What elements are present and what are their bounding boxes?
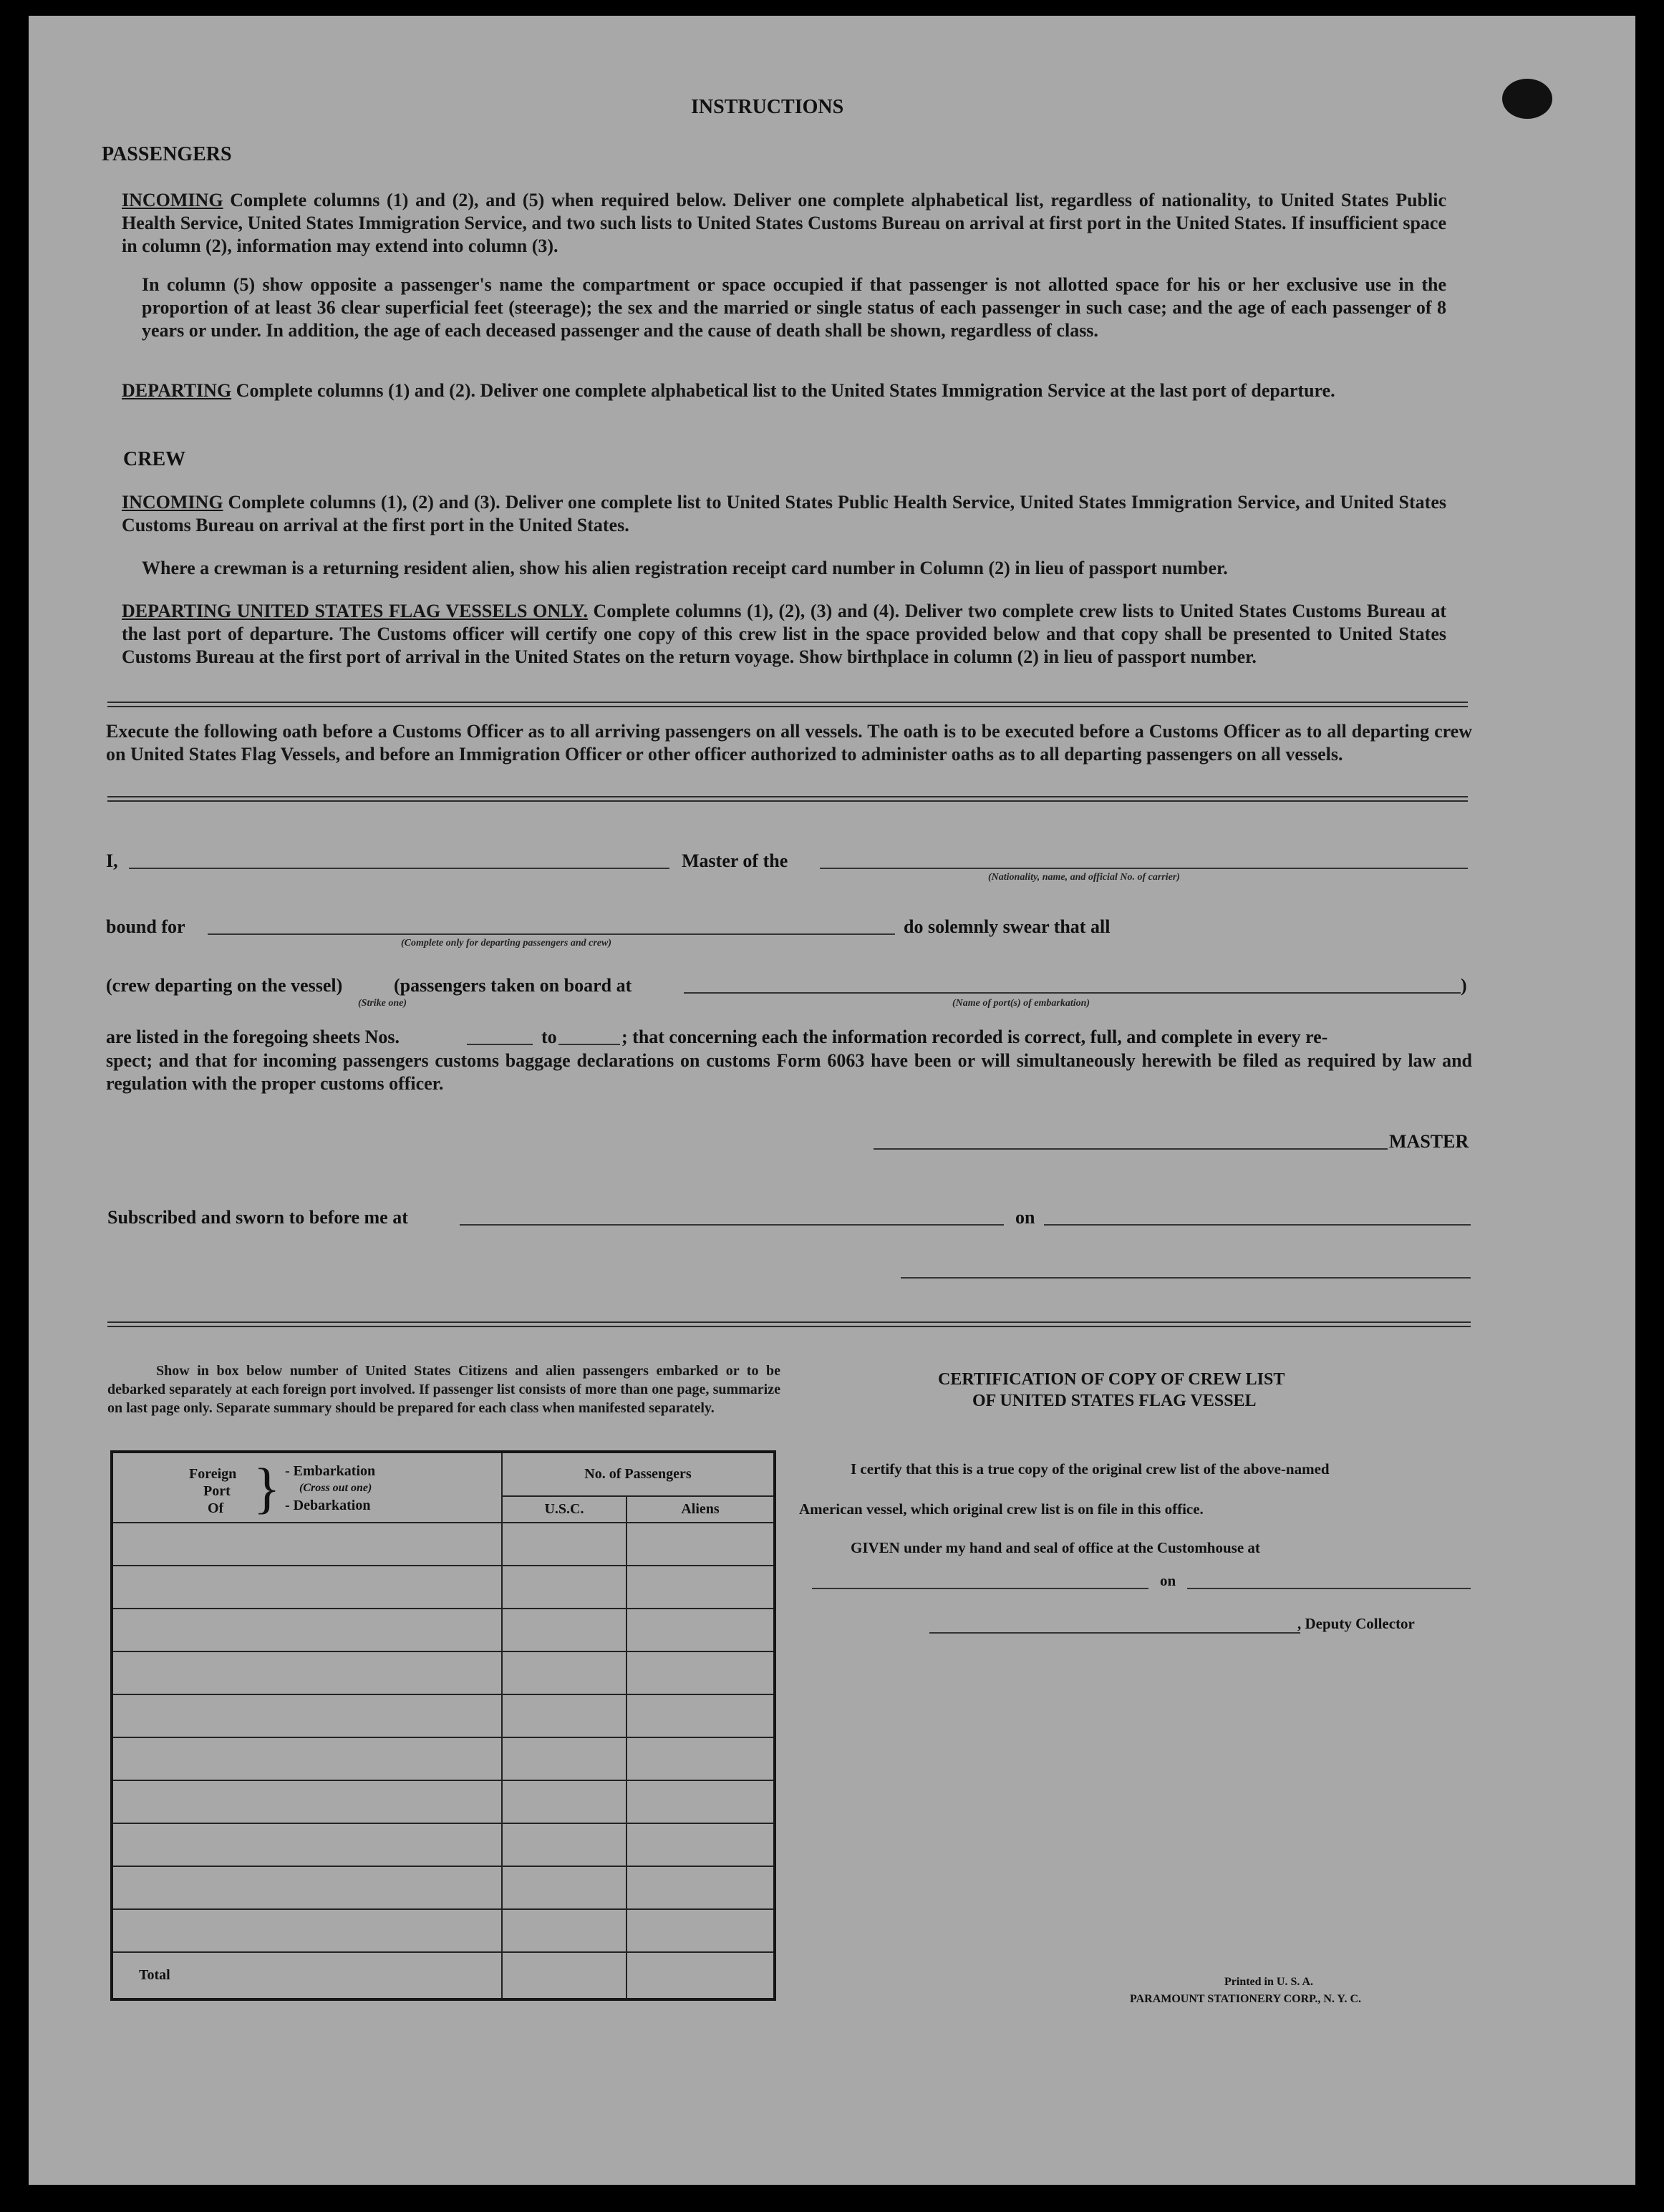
oath-i-label: I, <box>106 850 118 871</box>
table-row <box>112 1737 775 1780</box>
printer-name: PARAMOUNT STATIONERY CORP., N. Y. C. <box>1130 1993 1362 2005</box>
aliens-cell[interactable] <box>627 1866 775 1909</box>
certification-title-line1: CERTIFICATION OF COPY OF CREW LIST <box>938 1370 1285 1389</box>
certify-text: I certify that this is a true copy of the original crew list of the above-named <box>851 1460 1330 1478</box>
port-cell[interactable] <box>112 1780 502 1823</box>
usc-cell[interactable] <box>502 1737 627 1780</box>
bound-for-field[interactable] <box>208 933 895 935</box>
usc-cell[interactable] <box>502 1694 627 1737</box>
divider-3b <box>107 1326 1471 1327</box>
port-cell[interactable] <box>112 1523 502 1566</box>
crew-incoming-paragraph <box>122 491 1446 537</box>
aliens-cell[interactable] <box>627 1823 775 1866</box>
table-row <box>112 1866 775 1909</box>
master-signature-field[interactable] <box>874 1148 1388 1150</box>
passengers-incoming-text: Complete columns (1) and (2), and (5) when required below. Deliver one complete alphabetical list, regardless of nationality, to United States Public Health Service, United States Immigration Service, and two such lists to United States Customs Bureau on arrival at first port in the United States. If insufficient space in column (2), information may extend into column (3). <box>122 190 1446 256</box>
sheet-from-field[interactable] <box>467 1044 533 1045</box>
page-title: INSTRUCTIONS <box>691 96 844 118</box>
summary-instructions: Show in box below number of United States Citizens and alien passengers embarked or to be debarked separately at each foreign port involved. If passenger list consists of more than one page, summarize on last page only. Separate summary should be prepared for each class when manifested separately. <box>107 1363 780 1416</box>
passengers-departing-text: Complete columns (1) and (2). Deliver one complete alphabetical list to the United States Immigration Service at the last port of departure. <box>231 380 1335 401</box>
port-cell[interactable] <box>112 1651 502 1694</box>
bound-for-hint: (Complete only for departing passengers and crew) <box>401 938 611 949</box>
ports-hint: (Name of port(s) of embarkation) <box>952 998 1090 1009</box>
usc-cell[interactable] <box>502 1823 627 1866</box>
given-text: GIVEN under my hand and seal of office at the Customhouse at <box>851 1539 1260 1556</box>
port-cell[interactable] <box>112 1866 502 1909</box>
crew-departing-option: (crew departing on the vessel) <box>106 975 343 996</box>
table-row <box>112 1780 775 1823</box>
port-cell[interactable] <box>112 1909 502 1952</box>
aliens-header: Aliens <box>627 1496 775 1523</box>
port-cell[interactable] <box>112 1609 502 1651</box>
sheet-to-field[interactable] <box>558 1044 620 1045</box>
passengers-departing-paragraph <box>122 379 1446 402</box>
american-vessel-text: American vessel, which original crew list is on file in this office. <box>799 1500 1204 1518</box>
form-sheet <box>29 16 1635 2185</box>
table-row <box>112 1909 775 1952</box>
table-row <box>112 1566 775 1609</box>
nationality-hint: (Nationality, name, and official No. of carrier) <box>988 872 1180 883</box>
cross-out-hint: (Cross out one) <box>299 1482 372 1494</box>
table-row <box>112 1609 775 1651</box>
usc-header: U.S.C. <box>502 1496 627 1523</box>
debarkation-label: - Debarkation <box>285 1498 371 1513</box>
port-label: Port <box>203 1483 231 1499</box>
brace-glyph: } <box>253 1457 281 1519</box>
crew-resident-alien-paragraph: Where a crewman is a returning resident alien, show his alien registration receipt card number in Column (2) in lieu of passport number. <box>142 558 1228 578</box>
listed-prefix: are listed in the foregoing sheets Nos. <box>106 1027 400 1047</box>
total-aliens-cell[interactable] <box>627 1952 775 1999</box>
passengers-incoming-paragraph <box>122 189 1446 258</box>
subscribed-on-label: on <box>1015 1207 1035 1228</box>
port-header-cell <box>112 1452 502 1523</box>
embarkation-label: - Embarkation <box>285 1463 376 1479</box>
total-label: Total <box>112 1952 502 1999</box>
passenger-summary-table <box>110 1450 776 2001</box>
oath-instruction: Execute the following oath before a Customs Officer as to all arriving passengers on all vessels. The oath is to be executed before a Customs Officer as to all departing crew on United States Flag Vessels, and before an Immigration Officer or other officer authorized to administer oaths as to all departing passengers on all vessels. <box>106 721 1472 765</box>
officer-signature-field[interactable] <box>901 1277 1471 1279</box>
aliens-cell[interactable] <box>627 1694 775 1737</box>
divider-2b <box>107 800 1468 802</box>
master-name-field[interactable] <box>129 868 669 869</box>
of-label: Of <box>208 1500 224 1516</box>
master-label: MASTER <box>1389 1131 1469 1152</box>
ink-blot <box>1502 79 1552 119</box>
certification-title-line2: OF UNITED STATES FLAG VESSEL <box>972 1392 1257 1410</box>
table-row <box>112 1651 775 1694</box>
passengers-column5-paragraph: In column (5) show opposite a passenger's name the compartment or space occupied if that passenger is not allotted space for his or her exclusive use in the proportion of at least 36 clear superficial feet (steerage); the sex and the married or single status of each passenger in such case; and the age of each passenger of 8 years or under. In addition, the age of each deceased passenger and the cause of death shall be shown, regardless of class. <box>142 274 1446 341</box>
swear-label: do solemnly swear that all <box>904 916 1111 937</box>
summary-header-row <box>112 1452 775 1496</box>
divider-1b <box>107 706 1468 707</box>
no-passengers-header: No. of Passengers <box>502 1452 775 1496</box>
crew-heading: CREW <box>123 448 186 470</box>
listed-rest-2: spect; and that for incoming passengers customs baggage declarations on customs Form 6063 have been or will simultaneously herewith be filed as required by law and regulation with the proper customs officer. <box>106 1050 1472 1094</box>
crew-departing-paragraph <box>122 600 1446 669</box>
port-cell[interactable] <box>112 1566 502 1609</box>
usc-cell[interactable] <box>502 1566 627 1609</box>
table-row <box>112 1694 775 1737</box>
usc-cell[interactable] <box>502 1780 627 1823</box>
crew-incoming-label: INCOMING <box>122 492 223 513</box>
usc-cell[interactable] <box>502 1609 627 1651</box>
port-cell[interactable] <box>112 1694 502 1737</box>
foreign-label: Foreign <box>189 1466 237 1482</box>
usc-cell[interactable] <box>502 1523 627 1566</box>
aliens-cell[interactable] <box>627 1780 775 1823</box>
crew-departing-text: Complete columns (1), (2), (3) and (4). Deliver two complete crew lists to United States Customs Bureau at the last port of departure. The Customs officer will certify one copy of this crew list in the space provided below and that copy shall be presented to United States Customs Bureau at the first port of arrival in the United States on the return voyage. Show birthplace in column (2) in lieu of passport number. <box>122 601 1446 667</box>
aliens-cell[interactable] <box>627 1609 775 1651</box>
aliens-cell[interactable] <box>627 1737 775 1780</box>
passengers-taken-option: (passengers taken on board at <box>394 975 632 996</box>
cert-on-label: on <box>1160 1572 1176 1589</box>
usc-cell[interactable] <box>502 1909 627 1952</box>
table-row <box>112 1823 775 1866</box>
aliens-cell[interactable] <box>627 1523 775 1566</box>
aliens-cell[interactable] <box>627 1566 775 1609</box>
bound-for-label: bound for <box>106 916 185 937</box>
subscribed-date-field[interactable] <box>1044 1224 1471 1226</box>
summary-total-row <box>112 1952 775 1999</box>
aliens-cell[interactable] <box>627 1651 775 1694</box>
close-paren: ) <box>1461 975 1467 996</box>
port-cell[interactable] <box>112 1823 502 1866</box>
total-usc-cell[interactable] <box>502 1952 627 1999</box>
embarkation-port-field[interactable] <box>684 992 1461 994</box>
strike-one-hint: (Strike one) <box>358 998 407 1009</box>
divider-2a <box>107 796 1468 797</box>
port-cell[interactable] <box>112 1737 502 1780</box>
subscribed-label: Subscribed and sworn to before me at <box>107 1207 408 1228</box>
to-label: to <box>541 1027 557 1047</box>
listed-rest-1: ; that concerning each the information recorded is correct, full, and complete in every re- <box>621 1027 1328 1047</box>
deputy-signature-field[interactable] <box>929 1632 1300 1634</box>
master-of-label: Master of the <box>682 850 788 871</box>
usc-cell[interactable] <box>502 1866 627 1909</box>
carrier-field[interactable] <box>820 868 1468 869</box>
table-row <box>112 1523 775 1566</box>
subscribed-place-field[interactable] <box>460 1224 1004 1226</box>
divider-3a <box>107 1321 1471 1323</box>
printed-in: Printed in U. S. A. <box>1224 1976 1314 1988</box>
customhouse-field[interactable] <box>812 1588 1148 1589</box>
crew-incoming-text: Complete columns (1), (2) and (3). Deliver one complete list to United States Public Health Service, United States Immigration Service, and United States Customs Bureau on arrival at the first port in the United States. <box>122 492 1446 535</box>
passengers-heading: PASSENGERS <box>102 143 232 165</box>
deputy-collector-label: , Deputy Collector <box>1297 1615 1415 1632</box>
crew-departing-label: DEPARTING UNITED STATES FLAG VESSELS ONLY. <box>122 601 588 621</box>
departing-label: DEPARTING <box>122 380 232 401</box>
divider-1a <box>107 702 1468 703</box>
usc-cell[interactable] <box>502 1651 627 1694</box>
incoming-label: INCOMING <box>122 190 223 210</box>
aliens-cell[interactable] <box>627 1909 775 1952</box>
cert-date-field[interactable] <box>1187 1588 1471 1589</box>
